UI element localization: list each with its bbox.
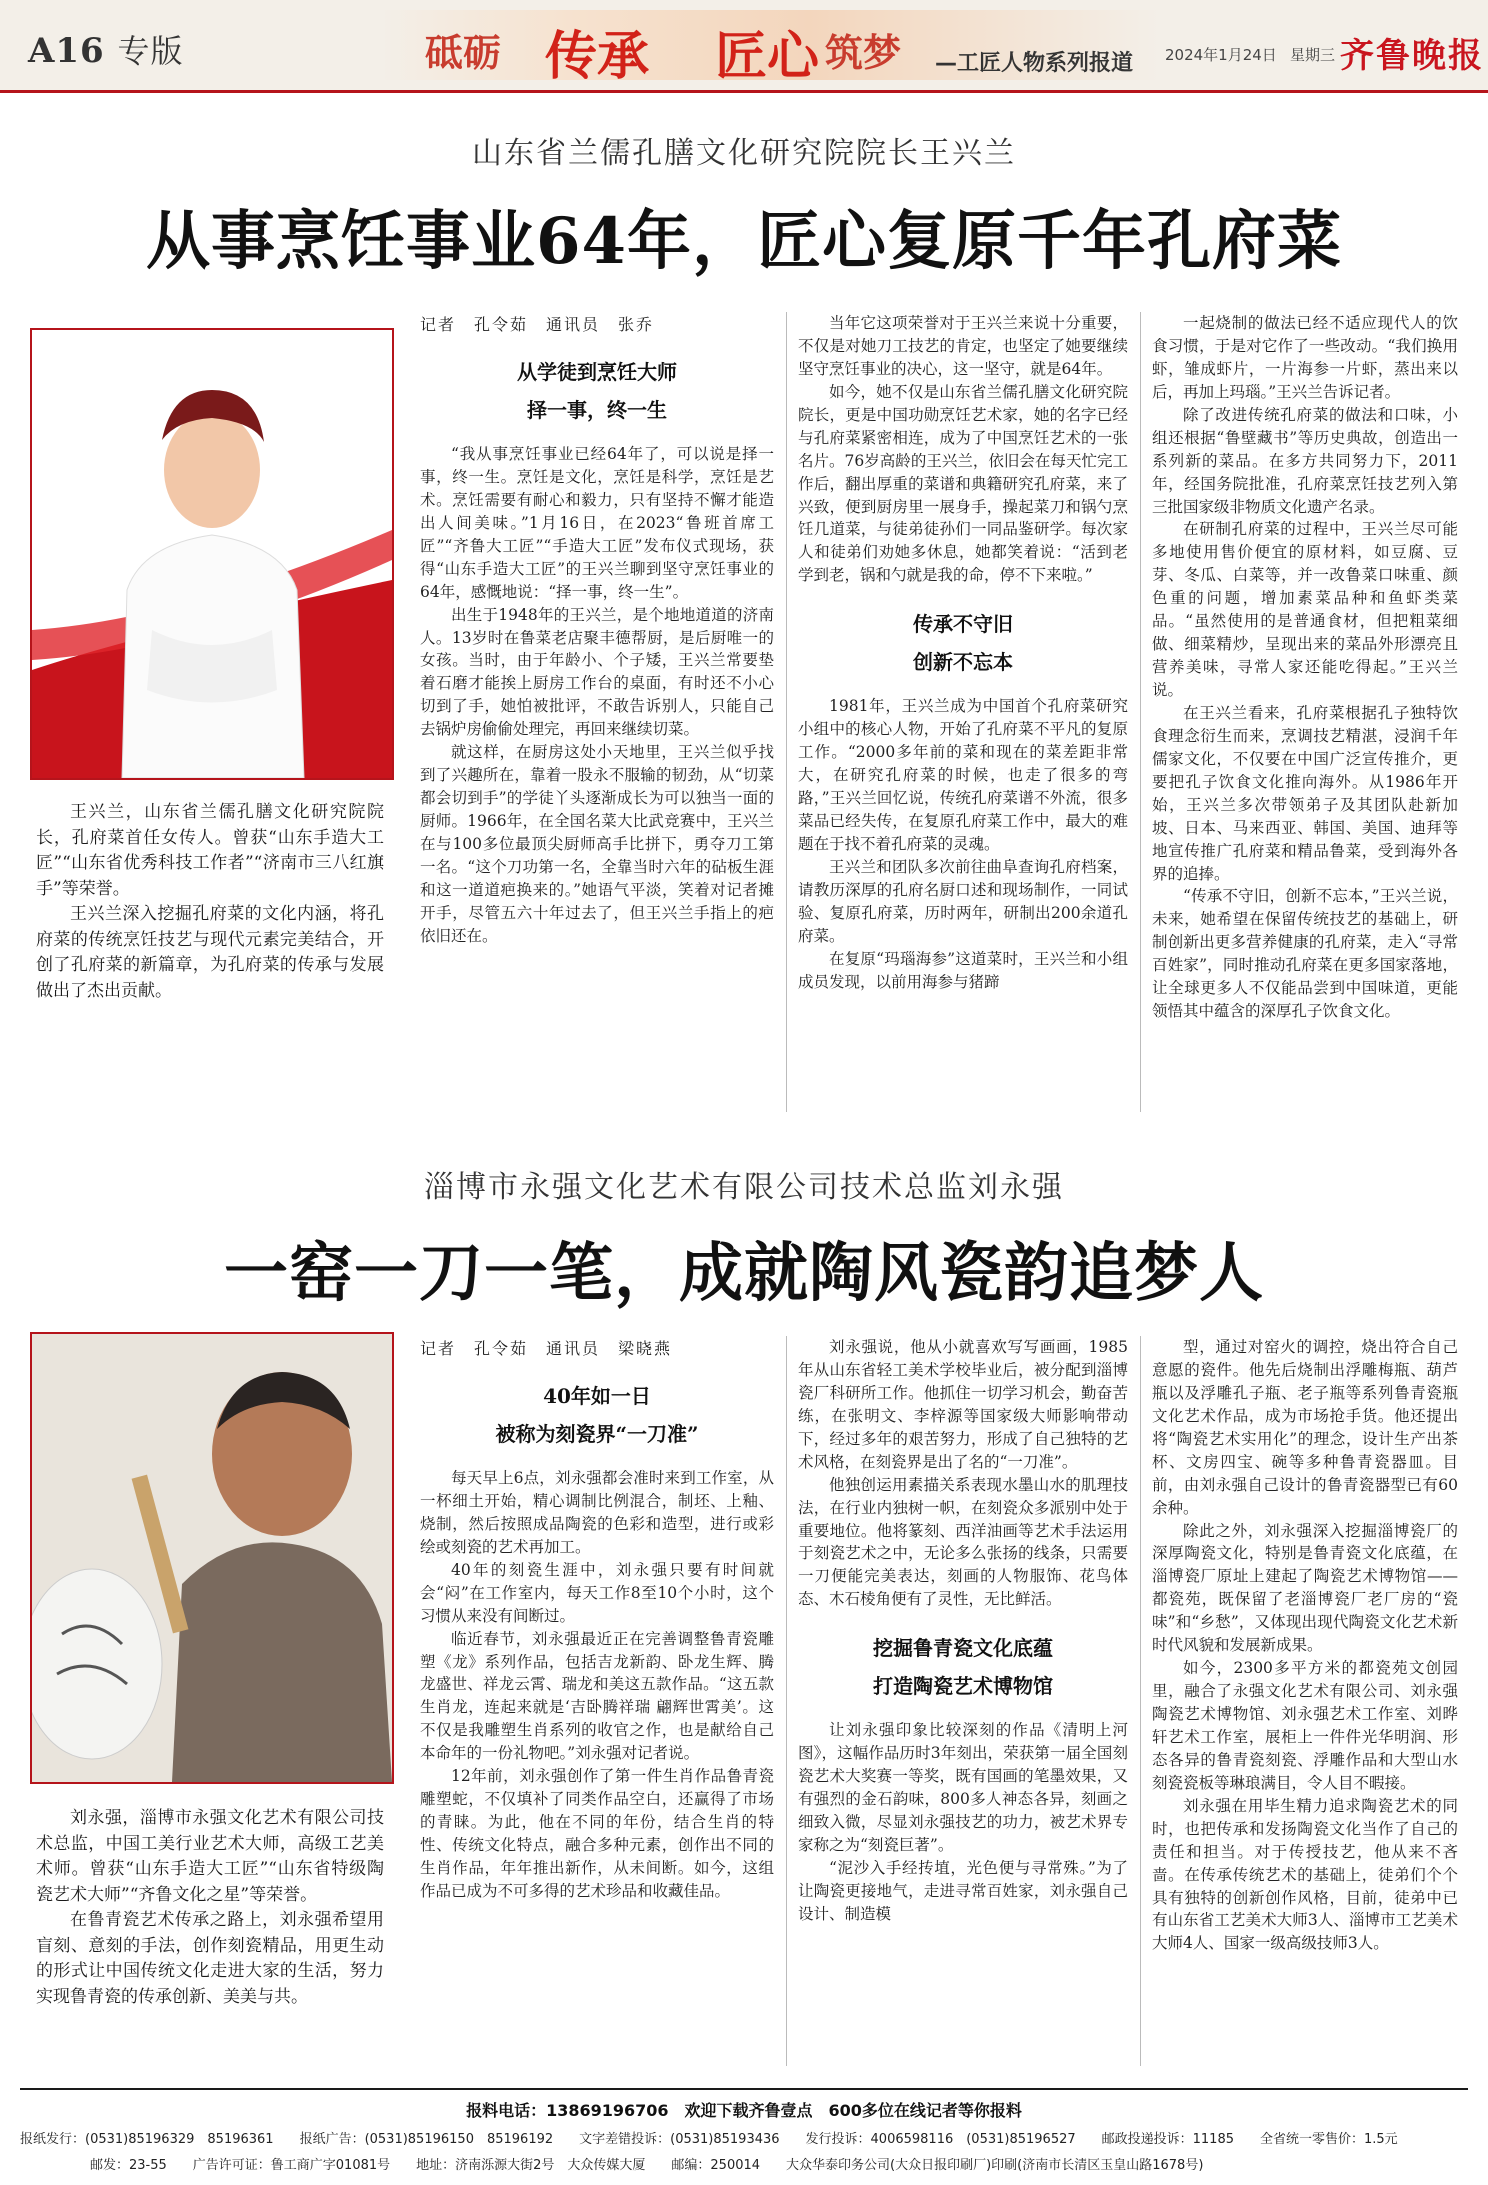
- body-paragraph: 王兴兰和团队多次前往曲阜查询孔府档案，请教历深厚的孔府名厨口述和现场制作，一同试验、复原孔府菜，历时两年，研制出200余道孔府菜。: [798, 857, 1128, 945]
- footer-imprint: 邮发：23-55 广告许可证：鲁工商广字01081号 地址：济南泺源大街2号 大众传媒大厦 邮编：250014 大众华泰印务公司(大众日报印刷厂)印刷(济南市长清区玉皇山路1678号): [90, 2158, 1204, 2173]
- column-divider: [1140, 312, 1141, 1112]
- body-paragraph: 12年前，刘永强创作了第一件生肖作品鲁青瓷雕塑蛇，不仅填补了同类作品空白，还赢得了市场的青睐。为此，他在不同的年份，结合生肖的特性、传统文化特点，融合多种元素，创作出不同的生肖作品，年年推出新作，从未间断。如今，这组作品已成为不可多得的艺术珍品和收藏佳品。: [420, 1767, 774, 1900]
- article2-headline: 一窑一刀一笔，成就陶风瓷韵追梦人: [224, 1236, 1264, 1311]
- article1-column-3: [1152, 312, 1458, 1132]
- subheading: 40年如一日 被称为刻瓷界“一刀准”: [495, 1384, 699, 1446]
- byline: 记者 孔令茹 通讯员 张乔: [420, 315, 655, 334]
- body-paragraph: “泥沙入手经抟埴，光色便与寻常殊。”为了让陶瓷更接地气，走进寻常百姓家，刘永强自己设计、制造模: [798, 1858, 1128, 1923]
- banner-word-4: 筑梦: [825, 31, 902, 75]
- body-paragraph: 在复原“玛瑙海参”这道菜时，王兴兰和小组成员发现，以前用海参与猪蹄: [798, 949, 1128, 991]
- column-divider: [1140, 1336, 1141, 2066]
- body-paragraph: 就这样，在厨房这处小天地里，王兴兰似乎找到了兴趣所在，靠着一股永不服输的韧劲，从“切菜都会切到手”的学徒丫头逐渐成长为可以独当一面的厨师。1966年，在全国名菜大比武竞赛中，王兴兰在与100多位最顶尖厨师高手比拼下，勇夺刀工第一名。“这个刀功第一名，全靠当时六年的砧板生涯和这一道道疤换来的。”她语气平淡，笑着对记者摊开手，尽管五六十年过去了，但王兴兰手指上的疤依旧还在。: [420, 743, 774, 945]
- newspaper-logo: 齐鲁晚报: [1340, 36, 1484, 76]
- body-paragraph: 刘永强说，他从小就喜欢写写画画，1985年从山东省轻工美术学校毕业后，被分配到淄博瓷厂科研所工作。他抓住一切学习机会，勤奋苦练，在张明文、李梓源等国家级大师影响带动下，经过多年的艰苦努力，形成了自己独特的艺术风格，在刻瓷界是出了名的“一刀准”。: [798, 1338, 1128, 1471]
- body-paragraph: 除此之外，刘永强深入挖掘淄博瓷厂的深厚陶瓷文化，特别是鲁青瓷文化底蕴，在淄博瓷厂原址上建起了陶瓷艺术博物馆——都瓷苑，既保留了老淄博瓷厂老厂房的“瓷味”和“乡愁”，又体现出现代陶瓷文化艺术新时代风貌和发展新成果。: [1152, 1521, 1458, 1655]
- chef-portrait-illustration: [32, 330, 392, 778]
- body-paragraph: 临近春节，刘永强最近正在完善调整鲁青瓷雕塑《龙》系列作品，包括吉龙新韵、卧龙生辉、腾龙盛世、祥龙云霄、瑞龙和美这五款作品。“这五款生肖龙，连起来就是‘吉卧腾祥瑞 翩辉世霄美’。这不仅是我雕塑生肖系列的收官之作，也是献给自己本命年的一份礼物吧。”刘永强对记者说。: [420, 1629, 774, 1763]
- portrait-wang-xinglan: [30, 328, 394, 780]
- body-paragraph: 刘永强在用毕生精力追求陶瓷艺术的同时，也把传承和发扬陶瓷文化当作了自己的责任和担当。对于传授技艺，他从来不吝啬。在传承传统艺术的基础上，徒弟们个个具有独特的创新创作风格，目前，徒弟中已有山东省工艺美术大师3人、淄博市工艺美术大师4人、国家一级高级技师3人。: [1152, 1796, 1458, 1953]
- issue-date: 2024年1月24日: [1165, 46, 1277, 64]
- caption-paragraph: 在鲁青瓷艺术传承之路上，刘永强希望用盲刻、意刻的手法，创作刻瓷精品，用更生动的形式让中国传统文化走进大家的生活，努力实现鲁青瓷的传承创新、美美与共。: [36, 1910, 384, 2007]
- subheading: 挖掘鲁青瓷文化底蕴 打造陶瓷艺术博物馆: [873, 1636, 1053, 1699]
- portrait-liu-yongqiang: [30, 1332, 394, 1784]
- body-paragraph: 在研制孔府菜的过程中，王兴兰尽可能多地使用售价便宜的原材料，如豆腐、豆芽、冬瓜、白菜等，并一改鲁菜口味重、颜色重的问题，增加素菜品种和鱼虾类菜品。“虽然使用的是普通食材，但把粗菜细做、细菜精炒，呈现出来的菜品外形漂亮且营养美味，寻常人家还能吃得起。”王兴兰说。: [1152, 520, 1458, 699]
- caption-paragraph: 王兴兰，山东省兰儒孔膳文化研究院院长，孔府菜首任女传人。曾获“山东手造大工匠”“山东省优秀科技工作者”“济南市三八红旗手”等荣誉。: [36, 802, 384, 899]
- body-paragraph: “我从事烹饪事业已经64年了，可以说是择一事，终一生。烹饪是文化，烹饪是科学，烹饪是艺术。烹饪需要有耐心和毅力，只有坚持不懈才能造出人间美味。”1月16日，在2023“鲁班首席工匠”“齐鲁大工匠”“手造大工匠”发布仪式现场，获得“山东手造大工匠”的王兴兰聊到坚守烹饪事业的64年，感慨地说：“择一事，终一生”。: [420, 445, 774, 601]
- craftsman-portrait-illustration: [32, 1334, 392, 1782]
- subheading: 从学徒到烹饪大师 择一事，终一生: [517, 360, 677, 422]
- body-paragraph: 1981年，王兴兰成为中国首个孔府菜研究小组中的核心人物，开始了孔府菜不平凡的复原工作。“2000多年前的菜和现在的菜差距非常大，在研究孔府菜的时候，也走了很多的弯路，”王兴兰回忆说，传统孔府菜谱不外流，很多菜品已经失传，在复原孔府菜工作中，最大的难题在于找不着孔府菜的灵魂。: [798, 697, 1128, 853]
- article2-caption: [36, 1806, 384, 2010]
- byline: 记者 孔令茹 通讯员 梁晓燕: [420, 1339, 673, 1358]
- article1-headline: 从事烹饪事业64年，匠心复原千年孔府菜: [145, 204, 1343, 279]
- body-paragraph: 每天早上6点，刘永强都会准时来到工作室，从一杯细土开始，精心调制比例混合，制坯、上釉、烧制，然后按照成品陶瓷的色彩和造型，进行或彩绘或刻瓷的艺术再加工。: [420, 1469, 774, 1556]
- column-divider: [786, 312, 787, 1112]
- body-paragraph: 让刘永强印象比较深刻的作品《清明上河图》，这幅作品历时3年刻出，荣获第一届全国刻瓷艺术大奖赛一等奖，既有国画的笔墨效果，又有强烈的金石韵味，800多人神态各异，刻画之细致入微，尽显刘永强技艺的功力，被艺术界专家称之为“刻瓷巨著”。: [798, 1721, 1128, 1854]
- body-paragraph: 当年它这项荣誉对于王兴兰来说十分重要，不仅是对她刀工技艺的肯定，也坚定了她要继续坚守烹饪事业的决心，这一坚守，就是64年。: [798, 314, 1128, 378]
- footer-hotline: 报料电话：13869196706 欢迎下载齐鲁壹点 600多位在线记者等你报料: [466, 2101, 1022, 2120]
- article2-kicker: 淄博市永强文化艺术有限公司技术总监刘永强: [424, 1170, 1064, 1205]
- article2-column-3: [1152, 1336, 1458, 2076]
- body-paragraph: 如今，她不仅是山东省兰儒孔膳文化研究院院长，更是中国功勋烹饪艺术家，她的名字已经与孔府菜紧密相连，成为了中国烹饪艺术的一张名片。76岁高龄的王兴兰，依旧会在每天忙完工作后，翻出厚重的菜谱和典籍研究孔府菜，来了兴致，便到厨房里一展身手，操起菜刀和锅勺烹饪几道菜，与徒弟徒孙们一同品鉴研学。每次家人和徒弟们劝她多休息，她都笑着说：“活到老学到老，锅和勺就是我的命，停不下来啦。”: [798, 382, 1128, 585]
- body-paragraph: 40年的刻瓷生涯中，刘永强只要有时间就会“闷”在工作室内，每天工作8至10个小时，这个习惯从来没有间断过。: [420, 1560, 774, 1625]
- banner-word-2: 传承: [545, 27, 650, 87]
- body-paragraph: 他独创运用素描关系表现水墨山水的肌理技法，在行业内独树一帜，在刻瓷众多派别中处于重要地位。他将篆刻、西洋油画等艺术手法运用于刻瓷艺术之中，无论多么张扬的线条，只需要一刀便能完美表达，刻画的人物服饰、花鸟体态、木石棱角便有了灵性，无比鲜活。: [798, 1475, 1128, 1609]
- banner-word-1: 砥砺: [425, 31, 502, 75]
- body-paragraph: 除了改进传统孔府菜的做法和口味，小组还根据“鲁壁藏书”等历史典故，创造出一系列新的菜品。在多方共同努力下，2011年，经国务院批准，孔府菜烹饪技艺列入第三批国家级非物质文化遗产名录。: [1152, 405, 1458, 516]
- caption-paragraph: 王兴兰深入挖掘孔府菜的文化内涵，将孔府菜的传统烹饪技艺与现代元素完美结合，开创了孔府菜的新篇章，为孔府菜的传承与发展做出了杰出贡献。: [36, 904, 384, 1001]
- series-title: —工匠人物系列报道: [935, 51, 1134, 76]
- article1-caption: [36, 800, 384, 1004]
- banner-word-3: 匠心: [715, 27, 820, 87]
- body-paragraph: “传承不守旧，创新不忘本，”王兴兰说，未来，她希望在保留传统技艺的基础上，研制创新出更多营养健康的孔府菜，走入“寻常百姓家”，同时推动孔府菜在更多国家落地，让全球更多人不仅能品尝到中国味道，更能领悟其中蕴含的深厚孔子饮食文化。: [1152, 887, 1458, 1021]
- article1-column-2: [798, 312, 1128, 1132]
- body-paragraph: 出生于1948年的王兴兰，是个地地道道的济南人。13岁时在鲁菜老店聚丰德帮厨，是后厨唯一的女孩。当时，由于年龄小、个子矮，王兴兰常要垫着石磨才能挨上厨房工作台的桌面，有时还不小心切到了手，她怕被批评，不敢告诉别人，只能自己去锅炉房偷偷处理完，再回来继续切菜。: [420, 605, 774, 739]
- footer-rule: [20, 2088, 1468, 2090]
- article1-kicker: 山东省兰儒孔膳文化研究院院长王兴兰: [472, 136, 1016, 171]
- body-paragraph: 在王兴兰看来，孔府菜根据孔子独特饮食理念衍生而来，烹调技艺精湛，浸润千年儒家文化，不仅要在中国广泛宣传推介，更要把孔子饮食文化推向海外。从1986年开始，王兴兰多次带领弟子及其团队赴新加坡、日本、马来西亚、韩国、美国、迪拜等地宣传推广孔府菜和精品鲁菜，受到海外各界的追捧。: [1152, 703, 1458, 883]
- article2-column-1: [420, 1336, 774, 2076]
- body-paragraph: 如今，2300多平方米的都瓷苑文创园里，融合了永强文化艺术有限公司、刘永强陶瓷艺术博物馆、刘永强艺术工作室、刘晔轩艺术工作室，展柜上一件件光华明润、形态各异的鲁青瓷刻瓷、浮雕作品和大型山水刻瓷瓷板等琳琅满目，令人目不暇接。: [1152, 1659, 1458, 1792]
- page-number: A16 专版: [28, 31, 184, 71]
- article1-column-1: [420, 312, 774, 1132]
- column-divider: [786, 1336, 787, 2066]
- footer-contacts: 报纸发行：(0531)85196329 85196361 报纸广告：(0531)85196150 85196192 文字差错投诉：(0531)85193436 发行投诉：4006598116 (0531)85196527 邮政投递投诉：11185 全省统一零售价：1.5元: [20, 2132, 1398, 2147]
- body-paragraph: 一起烧制的做法已经不适应现代人的饮食习惯，于是对它作了一些改动。“我们换用虾，雏成虾片，一片海参一片虾，蒸出来以后，再加上玛瑙。”王兴兰告诉记者。: [1152, 314, 1458, 401]
- caption-paragraph: 刘永强，淄博市永强文化艺术有限公司技术总监，中国工美行业艺术大师，高级工艺美术师。曾获“山东手造大工匠”“山东省特级陶瓷艺术大师”“齐鲁文化之星”等荣誉。: [36, 1808, 384, 1905]
- subheading: 传承不守旧 创新不忘本: [913, 612, 1013, 675]
- article2-column-2: [798, 1336, 1128, 2076]
- body-paragraph: 型，通过对窑火的调控，烧出符合自己意愿的瓷件。他先后烧制出浮雕梅瓶、葫芦瓶以及浮雕孔子瓶、老子瓶等系列鲁青瓷瓶文化艺术作品，成为市场抢手货。他还提出将“陶瓷艺术实用化”的理念，设计生产出茶杯、文房四宝、碗等多种鲁青瓷器皿。目前，由刘永强自己设计的鲁青瓷器型已有60余种。: [1152, 1338, 1458, 1517]
- issue-weekday: 星期三: [1290, 46, 1336, 64]
